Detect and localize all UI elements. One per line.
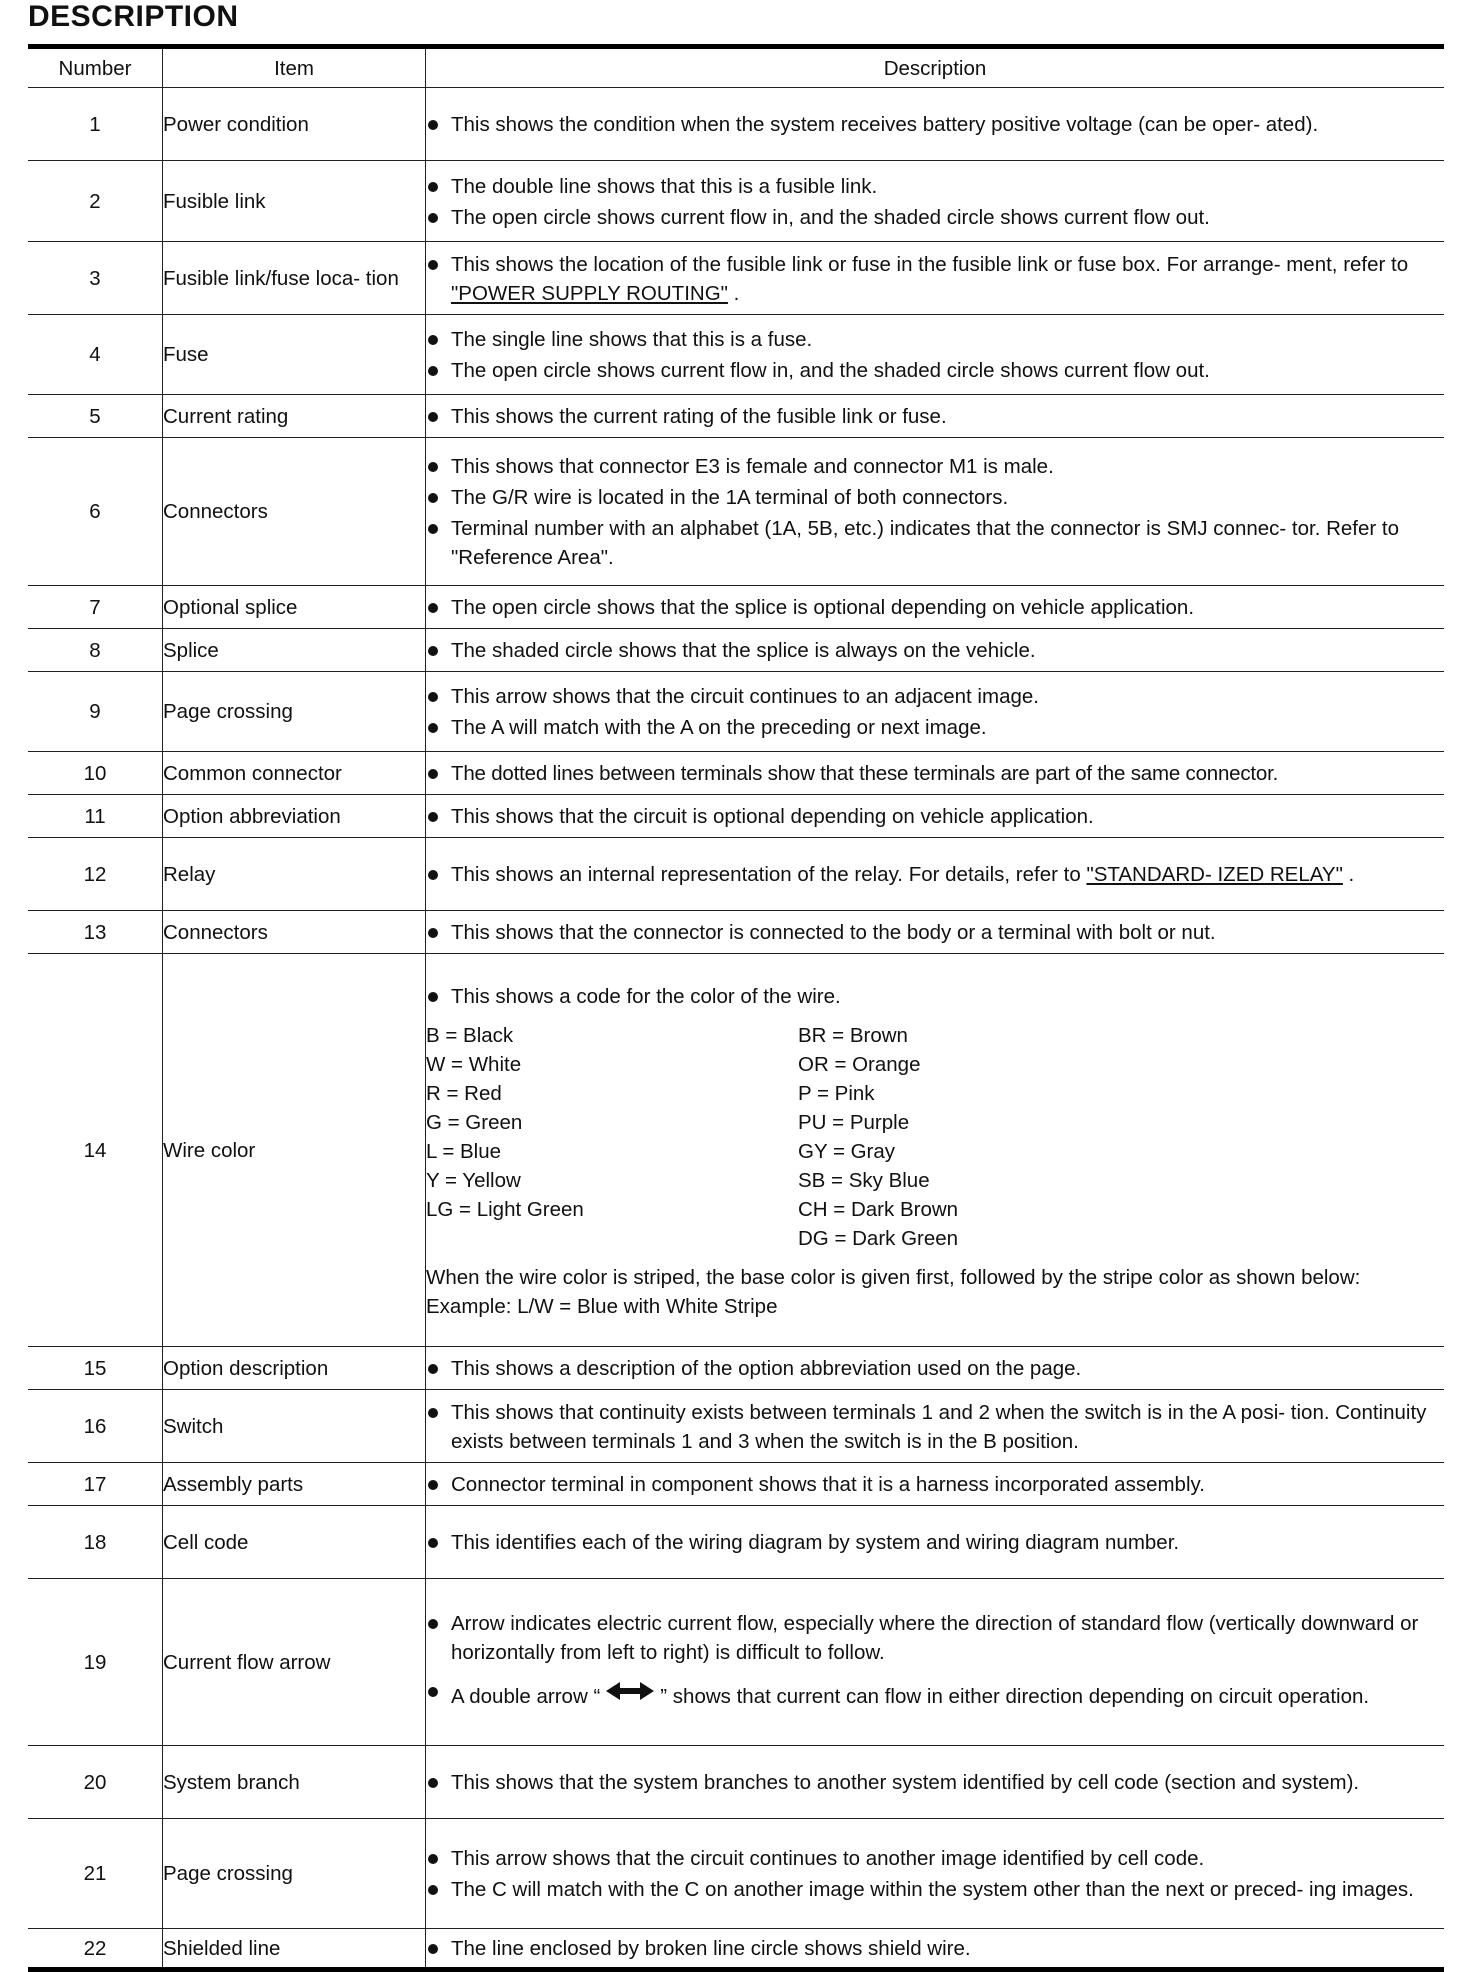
row-number: 2 (28, 161, 163, 242)
bullet-text-part: . (727, 281, 740, 305)
row-description (426, 586, 1445, 629)
bullet-text: This identifies each of the wiring diagram by system and wiring diagram number. (426, 1528, 1444, 1557)
table-row (28, 838, 1444, 911)
wire-color-entry: DG = Dark Green (798, 1226, 959, 1250)
table-row (28, 1347, 1444, 1390)
header-number: Number (28, 47, 163, 88)
table-row (28, 586, 1444, 629)
row-description (426, 838, 1445, 911)
row-item: Current rating (163, 395, 426, 438)
bullet-text: This shows that continuity exists between terminals 1 and 2 when the switch is in the A posi- tion. Continuity exists between terminals 1 and 3 when the switch is in the B position. (426, 1398, 1444, 1456)
row-item: Option abbreviation (163, 795, 426, 838)
bullet-text: This shows that connector E3 is female and connector M1 is male. (426, 452, 1444, 481)
wire-color-entry: W = White (426, 1052, 522, 1076)
table-header-row (28, 47, 1444, 88)
row-item: Cell code (163, 1506, 426, 1579)
standardized-relay-link[interactable]: "STANDARD- IZED RELAY" (1086, 863, 1343, 886)
bullet-text-part: This shows the location of the fusible link or fuse in the fusible link or fuse box. For arrange- ment, refer to (451, 252, 1409, 276)
row-number: 13 (28, 911, 163, 954)
bullet-text: This arrow shows that the circuit continues to an adjacent image. (426, 682, 1444, 711)
table-row (28, 242, 1444, 315)
bullet-text: Terminal number with an alphabet (1A, 5B, etc.) indicates that the connector is SMJ connec- tor. Refer to "Reference Area". (426, 514, 1444, 572)
wire-color-entry: LG = Light Green (426, 1197, 584, 1221)
row-number: 11 (28, 795, 163, 838)
wire-color-entry: OR = Orange (798, 1052, 921, 1076)
double-arrow-icon (604, 1679, 656, 1703)
table-row (28, 1579, 1444, 1746)
row-description (426, 315, 1445, 395)
bullet-text: This shows that the circuit is optional depending on vehicle application. (426, 802, 1444, 831)
row-description (426, 911, 1445, 954)
bullet-text: The A will match with the A on the preceding or next image. (426, 713, 1444, 742)
row-item: Connectors (163, 438, 426, 586)
row-description (426, 672, 1445, 752)
row-number: 7 (28, 586, 163, 629)
table-row (28, 395, 1444, 438)
bullet-text: The line enclosed by broken line circle shows shield wire. (426, 1934, 1444, 1963)
table-row (28, 1746, 1444, 1819)
header-item: Item (163, 47, 426, 88)
row-number: 6 (28, 438, 163, 586)
row-item: Fusible link (163, 161, 426, 242)
row-item: Connectors (163, 911, 426, 954)
bullet-text: Arrow indicates electric current flow, especially where the direction of standard flow (vertically downward or horizontally from left to right) is difficult to follow. (426, 1609, 1444, 1667)
row-number: 4 (28, 315, 163, 395)
bullet-text-part: A double arrow “ (451, 1684, 601, 1708)
bullet-text (426, 860, 1444, 889)
row-item: Optional splice (163, 586, 426, 629)
row-item: System branch (163, 1746, 426, 1819)
bullet-text: This shows the condition when the system receives battery positive voltage (can be oper- ated). (426, 110, 1444, 139)
bullet-text: This shows that the system branches to another system identified by cell code (section and system). (426, 1768, 1444, 1797)
row-item: Switch (163, 1390, 426, 1463)
row-number: 15 (28, 1347, 163, 1390)
row-description (426, 1746, 1445, 1819)
table-row (28, 911, 1444, 954)
striped-wire-example: Example: L/W = Blue with White Stripe (426, 1294, 778, 1318)
row-number: 20 (28, 1746, 163, 1819)
description-table (28, 44, 1444, 1972)
bullet-text (426, 250, 1444, 308)
row-description (426, 88, 1445, 161)
wire-color-entry: BR = Brown (798, 1023, 908, 1047)
bullet-text: This arrow shows that the circuit continues to another image identified by cell code. (426, 1844, 1444, 1873)
bullet-text: The C will match with the C on another image within the system other than the next or preced- ing images. (426, 1875, 1444, 1904)
row-item: Wire color (163, 954, 426, 1347)
table-row (28, 954, 1444, 1347)
row-number: 3 (28, 242, 163, 315)
page-title: DESCRIPTION (28, 0, 239, 33)
row-item: Relay (163, 838, 426, 911)
row-number: 8 (28, 629, 163, 672)
row-item: Fuse (163, 315, 426, 395)
wire-color-entry: B = Black (426, 1023, 514, 1047)
bullet-text: The shaded circle shows that the splice is always on the vehicle. (426, 636, 1444, 665)
bullet-text-part: This shows an internal representation of the relay. For details, refer to (451, 863, 1087, 886)
row-description (426, 954, 1445, 1347)
bullet-text-part: . (1342, 863, 1355, 886)
wire-color-entry: GY = Gray (798, 1139, 896, 1163)
table-row (28, 88, 1444, 161)
row-description (426, 1819, 1445, 1929)
bullet-text-part: ” shows that current can flow in either direction depending on circuit operation. (660, 1684, 1370, 1708)
bullet-text (426, 1677, 1444, 1717)
power-supply-routing-link[interactable]: "POWER SUPPLY ROUTING" (451, 281, 728, 305)
table-row (28, 1506, 1444, 1579)
table-row (28, 1463, 1444, 1506)
bullet-text: The open circle shows current flow in, and the shaded circle shows current flow out. (426, 356, 1444, 385)
row-item: Fusible link/fuse loca- tion (163, 242, 426, 315)
row-item: Splice (163, 629, 426, 672)
bullet-text: The open circle shows current flow in, and the shaded circle shows current flow out. (426, 203, 1444, 232)
bullet-text: Connector terminal in component shows that it is a harness incorporated assembly. (426, 1470, 1444, 1499)
table-row (28, 752, 1444, 795)
bullet-text: The single line shows that this is a fuse. (426, 325, 1444, 354)
wire-color-entry: R = Red (426, 1081, 502, 1105)
row-description (426, 795, 1445, 838)
row-number: 14 (28, 954, 163, 1347)
table-row (28, 161, 1444, 242)
row-number: 18 (28, 1506, 163, 1579)
table-row (28, 1929, 1444, 1970)
wire-color-entry: Y = Yellow (426, 1168, 521, 1192)
wire-color-entry: SB = Sky Blue (798, 1168, 930, 1192)
table-row (28, 438, 1444, 586)
row-number: 5 (28, 395, 163, 438)
row-description (426, 242, 1445, 315)
bullet-text: The double line shows that this is a fusible link. (426, 172, 1444, 201)
row-item: Page crossing (163, 672, 426, 752)
header-description: Description (426, 47, 1445, 88)
row-description (426, 1506, 1445, 1579)
table-row (28, 1390, 1444, 1463)
table-row (28, 672, 1444, 752)
wire-color-column-left (426, 1021, 798, 1253)
row-item: Shielded line (163, 1929, 426, 1970)
row-description (426, 752, 1445, 795)
row-number: 19 (28, 1579, 163, 1746)
bullet-text: This shows a code for the color of the wire. (426, 982, 1444, 1011)
row-item: Option description (163, 1347, 426, 1390)
wire-color-entry: G = Green (426, 1110, 523, 1134)
row-description (426, 395, 1445, 438)
bullet-text: This shows a description of the option abbreviation used on the page. (426, 1354, 1444, 1383)
wire-color-entry: L = Blue (426, 1139, 502, 1163)
wire-color-entry: P = Pink (798, 1081, 875, 1105)
row-description (426, 1579, 1445, 1746)
row-number: 1 (28, 88, 163, 161)
row-description (426, 629, 1445, 672)
row-item: Common connector (163, 752, 426, 795)
row-number: 12 (28, 838, 163, 911)
row-description (426, 1347, 1445, 1390)
row-number: 10 (28, 752, 163, 795)
bullet-text: This shows that the connector is connected to the body or a terminal with bolt or nut. (426, 918, 1444, 947)
bullet-text: This shows the current rating of the fusible link or fuse. (426, 402, 1444, 431)
row-description (426, 1390, 1445, 1463)
wire-color-list (426, 1021, 1444, 1253)
row-description (426, 161, 1445, 242)
row-number: 16 (28, 1390, 163, 1463)
table-row (28, 1819, 1444, 1929)
row-number: 21 (28, 1819, 163, 1929)
row-number: 22 (28, 1929, 163, 1970)
wire-color-column-right (798, 1021, 958, 1253)
bullet-text: The dotted lines between terminals show that these terminals are part of the same connector. (426, 759, 1444, 788)
bullet-text: The G/R wire is located in the 1A terminal of both connectors. (426, 483, 1444, 512)
row-item: Page crossing (163, 1819, 426, 1929)
row-description (426, 1463, 1445, 1506)
wire-color-entry: CH = Dark Brown (798, 1197, 959, 1221)
table-row (28, 795, 1444, 838)
striped-wire-note: When the wire color is striped, the base color is given first, followed by the stripe color as shown below: (426, 1265, 1361, 1289)
row-description (426, 1929, 1445, 1970)
row-description (426, 438, 1445, 586)
row-number: 9 (28, 672, 163, 752)
table-row (28, 315, 1444, 395)
row-item: Assembly parts (163, 1463, 426, 1506)
bullet-text: The open circle shows that the splice is optional depending on vehicle application. (426, 593, 1444, 622)
row-item: Power condition (163, 88, 426, 161)
wire-color-entry: PU = Purple (798, 1110, 910, 1134)
row-item: Current flow arrow (163, 1579, 426, 1746)
table-row (28, 629, 1444, 672)
row-number: 17 (28, 1463, 163, 1506)
